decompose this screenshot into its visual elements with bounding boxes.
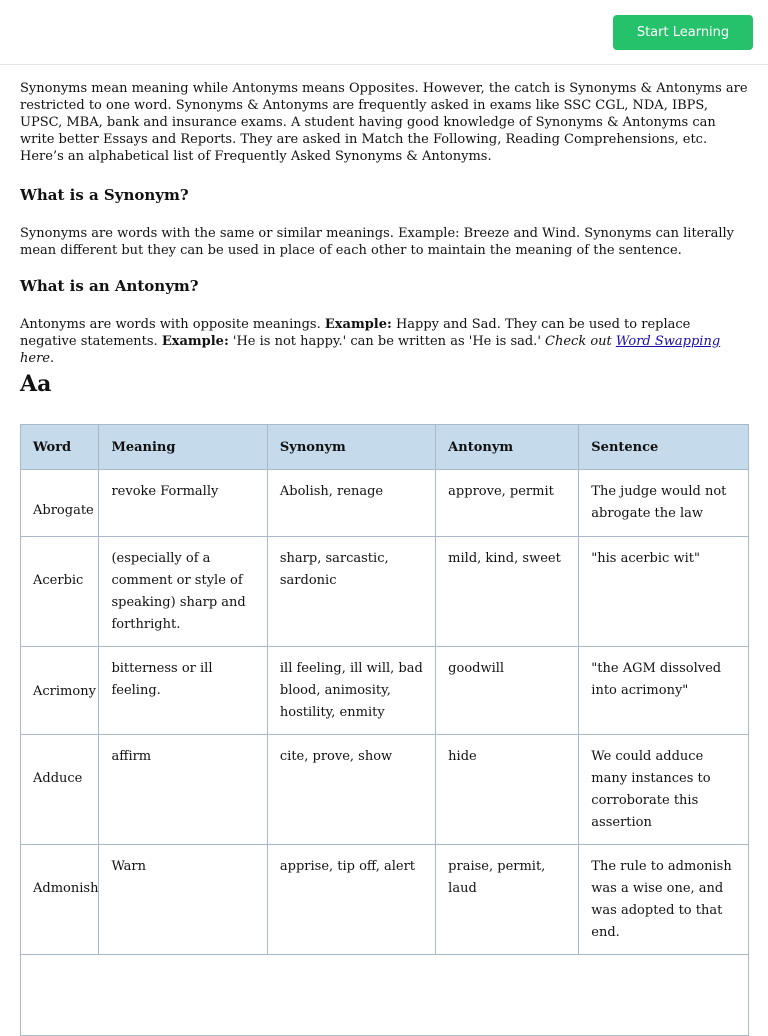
cell-sentence: The rule to admonish was a wise one, and was adopted to that end.	[579, 845, 749, 955]
cell-synonym: sharp, sarcastic, sardonic	[267, 537, 435, 647]
cell-synonym: cite, prove, show	[267, 735, 435, 845]
header-sentence: Sentence	[579, 425, 749, 470]
cell-sentence: The judge would not abrogate the law	[579, 470, 749, 537]
cell-antonym: approve, permit	[436, 470, 579, 537]
cell-synonym: Abolish, renage	[267, 470, 435, 537]
cell-word: Abrogate	[21, 470, 99, 537]
cell-meaning: Warn	[99, 845, 267, 955]
here-text: here.	[20, 351, 55, 366]
letter-heading: Aa	[20, 371, 52, 397]
table-row	[21, 537, 749, 647]
antonym-paragraph	[20, 316, 750, 367]
header-antonym: Antonym	[436, 425, 579, 470]
word-swapping-link[interactable]: Word Swapping	[615, 334, 721, 349]
intro-paragraph: Synonyms mean meaning while Antonyms means Opposites. However, the catch is Synonyms & Antonyms are restricted to one word. Synonyms & Antonyms are frequently asked in exams like SSC CGL, NDA, IBPS, UPSC, MBA, bank and insurance exams. A student having good knowledge of Synonyms & Antonyms can write better Essays and Reports. They are asked in Match the Following, Reading Comprehensions, etc. Here’s an alphabetical list of Frequently Asked Synonyms & Antonyms.	[20, 81, 748, 164]
start-learning-button[interactable]: Start Learning	[613, 15, 753, 50]
example-label-2: Example:	[161, 334, 229, 349]
antonym-text-2: Happy and Sad. They can be used to replace negative statements.	[20, 317, 691, 349]
synonym-antonym-table	[20, 424, 749, 955]
cell-sentence: "his acerbic wit"	[579, 537, 749, 647]
cell-antonym: mild, kind, sweet	[436, 537, 579, 647]
cell-synonym: ill feeling, ill will, bad blood, animosity, hostility, enmity	[267, 647, 435, 735]
cell-word: Acrimony	[21, 647, 99, 735]
cell-word: Admonish	[21, 845, 99, 955]
header-word: Word	[21, 425, 99, 470]
cell-antonym: goodwill	[436, 647, 579, 735]
synonym-heading: What is a Synonym?	[20, 186, 189, 204]
cell-synonym: apprise, tip off, alert	[267, 845, 435, 955]
cell-meaning: revoke Formally	[99, 470, 267, 537]
cell-antonym: hide	[436, 735, 579, 845]
cell-meaning: affirm	[99, 735, 267, 845]
example-label-1: Example:	[324, 317, 392, 332]
cell-sentence: We could adduce many instances to corroborate this assertion	[579, 735, 749, 845]
cell-word: Acerbic	[21, 537, 99, 647]
table-row	[21, 735, 749, 845]
cell-antonym: praise, permit, laud	[436, 845, 579, 955]
antonym-text-3: 'He is not happy.' can be written as 'He is sad.'	[228, 334, 546, 349]
synonym-paragraph: Synonyms are words with the same or similar meanings. Example: Breeze and Wind. Synonyms can literally mean different but they can be used in place of each other to maintain the meaning of the sentence.	[20, 226, 734, 258]
header-synonym: Synonym	[267, 425, 435, 470]
top-bar	[0, 0, 768, 65]
cell-meaning: (especially of a comment or style of speaking) sharp and forthright.	[99, 537, 267, 647]
cell-meaning: bitterness or ill feeling.	[99, 647, 267, 735]
check-out-text: Check out	[545, 334, 616, 349]
cell-word: Adduce	[21, 735, 99, 845]
antonym-text-1: Antonyms are words with opposite meanings.	[20, 317, 325, 332]
table-row	[21, 845, 749, 955]
antonym-heading: What is an Antonym?	[20, 277, 199, 295]
table-header-row	[21, 425, 749, 470]
cell-sentence: "the AGM dissolved into acrimony"	[579, 647, 749, 735]
header-meaning: Meaning	[99, 425, 267, 470]
table-row	[21, 470, 749, 537]
table-row	[21, 647, 749, 735]
